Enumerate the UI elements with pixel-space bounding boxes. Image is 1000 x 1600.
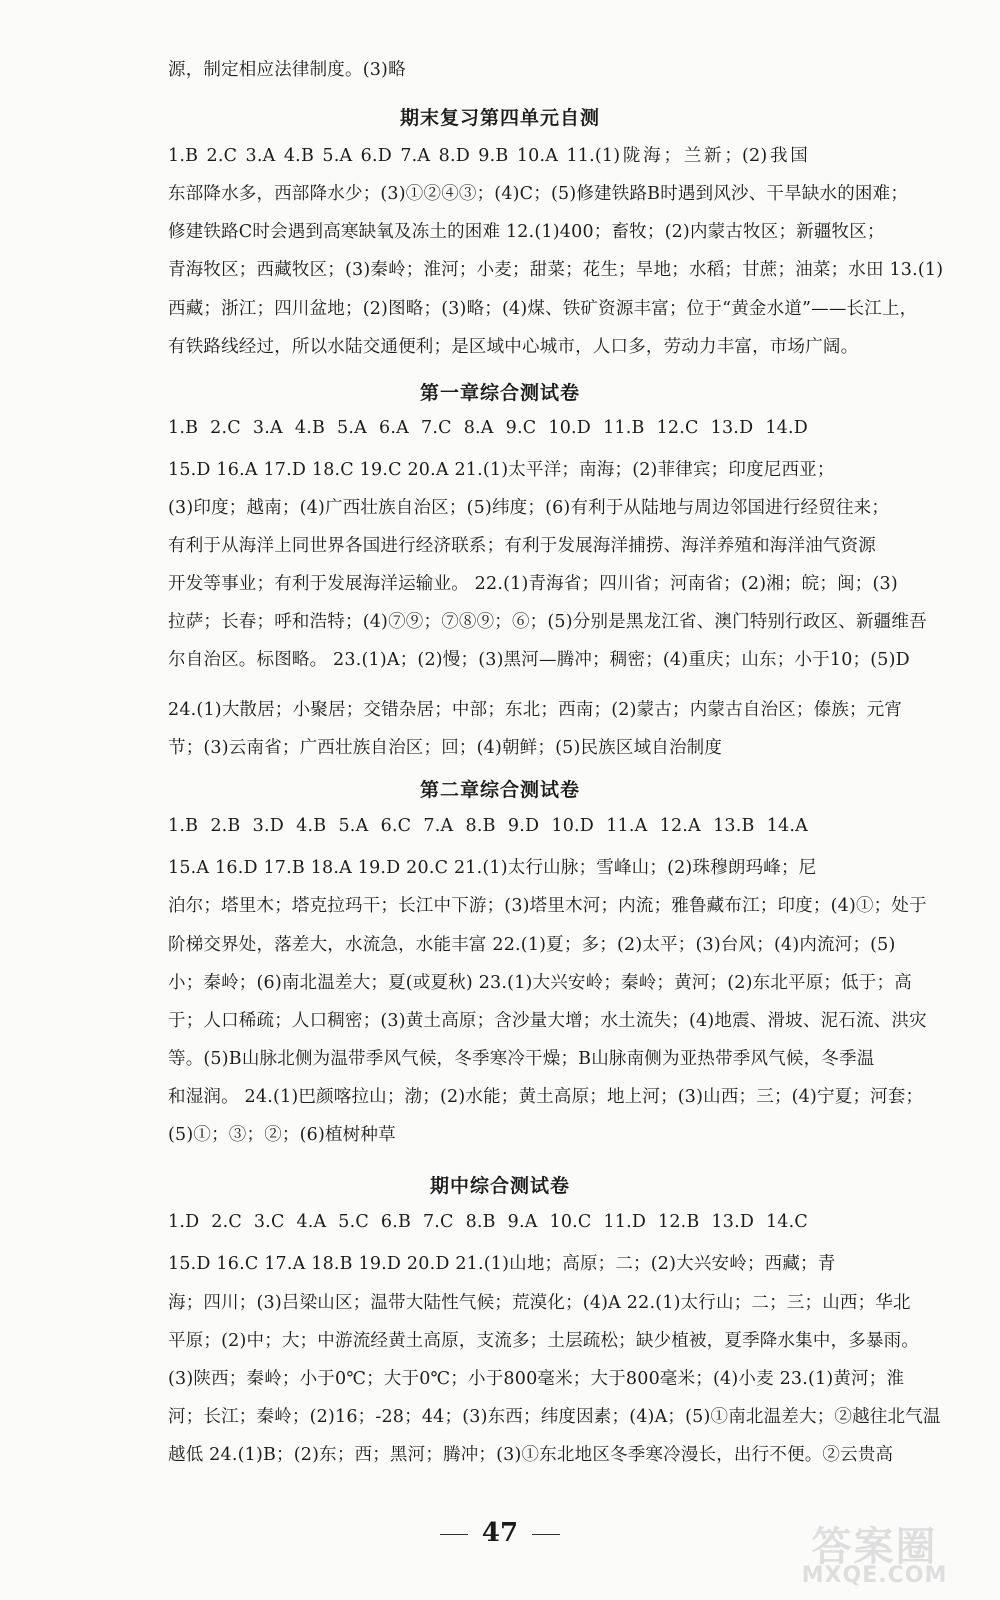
answer-line: 节；(3)云南省；广西壮族自治区；回；(4)朝鲜；(5)民族区域自治制度 xyxy=(168,738,723,758)
answer-line: 拉萨；长春；呼和浩特；(4)⑦⑨；⑦⑧⑨；⑥；(5)分别是黑龙江省、澳门特别行政区、新疆维吾 xyxy=(168,612,927,632)
answer-line: (5)①；③；②；(6)植树种草 xyxy=(168,1125,396,1145)
answer-line: 于；人口稀疏；人口稠密；(3)黄土高原；含沙量大增；水土流失；(4)地震、滑坡、泥石流、洪灾 xyxy=(168,1011,927,1031)
answer-line: 有利于从海洋上同世界各国进行经济联系；有利于发展海洋捕捞、海洋养殖和海洋油气资源 xyxy=(168,536,876,556)
answer-line: 泊尔；塔里木；塔克拉玛干；长江中下游；(3)塔里木河；内流；雅鲁藏布江；印度；(4)①；处于 xyxy=(168,896,927,916)
answer-line: 1.B 2.B 3.D 4.B 5.A 6.C 7.A 8.B 9.D 10.D 11.A 12.A 13.B 14.A xyxy=(168,816,808,836)
page-number-dash-right xyxy=(532,1534,560,1535)
answer-line: 等。(5)B山脉北侧为温带季风气候，冬季寒冷干燥；B山脉南侧为亚热带季风气候，冬季温 xyxy=(168,1049,875,1069)
page-number-dash-left xyxy=(440,1534,468,1535)
answer-line: 1.B 2.C 3.A 4.B 5.A 6.D 7.A 8.D 9.B 10.A 11.(1)陇海；兰新；(2)我国 xyxy=(168,146,808,166)
answer-line: 平原；(2)中；大；中游流经黄土高原，支流多；土层疏松；缺少植被，夏季降水集中，多暴雨。 xyxy=(168,1331,920,1351)
top-fragment-line: 源，制定相应法律制度。(3)略 xyxy=(168,60,406,80)
answer-line: 1.D 2.C 3.C 4.A 5.C 6.B 7.C 8.B 9.A 10.C 11.D 12.B 13.D 14.C xyxy=(168,1212,808,1232)
answer-line: 西藏；浙江；四川盆地；(2)图略；(3)略；(4)煤、铁矿资源丰富；位于“黄金水道”——长江上， xyxy=(168,299,918,319)
answer-line: 修建铁路C时会遇到高寒缺氧及冻土的困难 12.(1)400；畜牧；(2)内蒙古牧区；新疆牧区； xyxy=(168,222,885,242)
answer-line: 15.D 16.A 17.D 18.C 19.C 20.A 21.(1)太平洋；南海；(2)菲律宾；印度尼西亚； xyxy=(168,460,835,480)
section-title-midterm: 期中综合测试卷 xyxy=(429,1175,570,1197)
page-number-value: 47 xyxy=(481,1518,519,1548)
answer-line: 青海牧区；西藏牧区；(3)秦岭；淮河；小麦；甜菜；花生；旱地；水稻；甘蔗；油菜；水田 13.(1) xyxy=(168,260,944,280)
watermark-logo xyxy=(767,1515,982,1595)
answer-line: (3)陕西；秦岭；小于0℃；大于0℃；小于800毫米；大于800毫米；(4)小麦 23.(1)黄河；淮 xyxy=(168,1369,905,1389)
answer-line: 1.B 2.C 3.A 4.B 5.A 6.A 7.C 8.A 9.C 10.D 11.B 12.C 13.D 14.D xyxy=(168,418,808,438)
answer-line: 尔自治区。标图略。 23.(1)A；(2)慢；(3)黑河—腾冲；稠密；(4)重庆；山东；小于10；(5)D xyxy=(168,650,910,670)
section-title-unit4: 期末复习第四单元自测 xyxy=(399,107,600,129)
answer-line: 东部降水多，西部降水少；(3)①②④③；(4)C；(5)修建铁路B时遇到风沙、干旱缺水的困难； xyxy=(168,184,909,204)
answer-line: 小；秦岭；(6)南北温差大；夏(或夏秋) 23.(1)大兴安岭；秦岭；黄河；(2)东北平原；低于；高 xyxy=(168,973,912,993)
answer-line: 有铁路线经过，所以水陆交通便利；是区域中心城市，人口多，劳动力丰富，市场广阔。 xyxy=(168,337,859,357)
answer-line: 开发等事业；有利于发展海洋运输业。 22.(1)青海省；四川省；河南省；(2)湘；皖；闽；(3) xyxy=(168,574,898,594)
watermark-text-cn: 答案圈 xyxy=(811,1524,938,1570)
answer-line: 河；长江；秦岭；(2)16；-28；44；(3)东西；纬度因素；(4)A；(5)①南北温差大；②越往北气温 xyxy=(168,1407,941,1427)
watermark-text-en: MXQE.COM xyxy=(801,1563,948,1588)
section-title-chapter1: 第一章综合测试卷 xyxy=(419,382,580,404)
answer-line: 15.A 16.D 17.B 18.A 19.D 20.C 21.(1)太行山脉；雪峰山；(2)珠穆朗玛峰；尼 xyxy=(168,858,817,878)
answer-line: 阶梯交界处，落差大，水流急，水能丰富 22.(1)夏；多；(2)太平；(3)台风；(4)内流河；(5) xyxy=(168,935,896,955)
answer-line: 海；四川；(3)吕梁山区；温带大陆性气候；荒漠化；(4)A 22.(1)太行山；二；三；山西；华北 xyxy=(168,1293,911,1313)
answer-line: 越低 24.(1)B；(2)东；西；黑河；腾冲；(3)①东北地区冬季寒冷漫长，出行不便。②云贵高 xyxy=(168,1445,894,1465)
section-title-chapter2: 第二章综合测试卷 xyxy=(419,779,580,801)
answer-line: 15.D 16.C 17.A 18.B 19.D 20.D 21.(1)山地；高原；二；(2)大兴安岭；西藏；青 xyxy=(168,1254,836,1274)
answer-line: 24.(1)大散居；小聚居；交错杂居；中部；东北；西南；(2)蒙古；内蒙古自治区；傣族；元宵 xyxy=(168,700,903,720)
answer-line: 和湿润。 24.(1)巴颜喀拉山；渤；(2)水能；黄土高原；地上河；(3)山西；三；(4)宁夏；河套； xyxy=(168,1087,924,1107)
answer-line: (3)印度；越南；(4)广西壮族自治区；(5)纬度；(6)有利于从陆地与周边邻国进行经贸往来； xyxy=(168,498,890,518)
